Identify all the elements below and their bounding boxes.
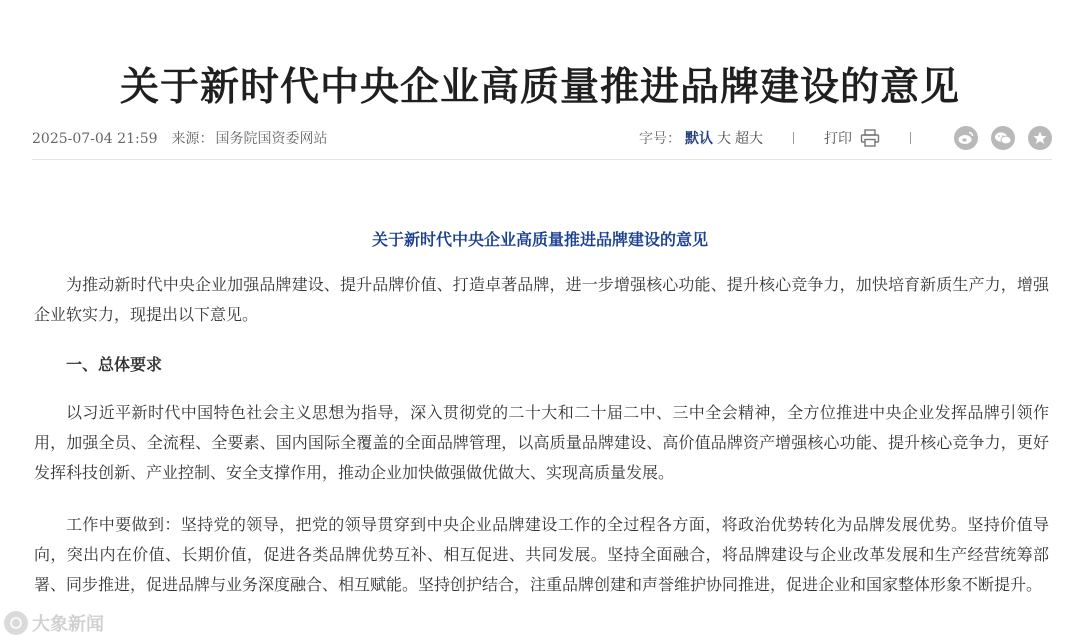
paragraph: 以习近平新时代中国特色社会主义思想为指导，深入贯彻党的二十大和二十届二中、三中全会精神，全方位推进中央企业发挥品牌引领作用，加强全员、全流程、全要素、国内国际全覆盖的全面品牌管理，以高质量品牌建设、高价值品牌资产增强核心功能、提升核心竞争力，更好发挥科技创新、产业控制、安全支撑作用，推动企业加快做强做优做大、实现高质量发展。 xyxy=(34,403,1049,482)
favorite-star-icon[interactable] xyxy=(1028,126,1052,150)
weibo-icon[interactable] xyxy=(954,126,978,150)
article-meta xyxy=(32,128,328,148)
article-toolbar xyxy=(639,123,1052,153)
print-button[interactable] xyxy=(824,128,880,148)
section-heading: 一、总体要求 xyxy=(66,355,163,374)
watermark-text: 大象新闻 xyxy=(32,614,104,635)
star-glyph-icon xyxy=(1032,130,1048,146)
watermark-logo-icon xyxy=(4,611,28,635)
printer-icon xyxy=(860,129,880,147)
print-label: 打印 xyxy=(824,131,852,147)
toolbar-divider xyxy=(910,132,911,144)
source-name: 国务院国资委网站 xyxy=(215,131,328,147)
source-label: 来源： xyxy=(171,131,214,147)
weibo-glyph-icon xyxy=(958,131,974,145)
font-size-large[interactable]: 大 xyxy=(717,131,731,147)
font-size-extra-large[interactable]: 超大 xyxy=(735,131,763,147)
watermark xyxy=(4,610,104,636)
publish-date: 2025-07-04 21:59 xyxy=(32,131,158,147)
wechat-icon[interactable] xyxy=(991,126,1015,150)
toolbar-divider xyxy=(793,132,794,144)
article-subtitle: 关于新时代中央企业高质量推进品牌建设的意见 xyxy=(371,230,708,249)
elephant-logo-icon xyxy=(9,616,23,630)
paragraph: 工作中要做到：坚持党的领导，把党的领导贯穿到中央企业品牌建设工作的全过程各方面，将政治优势转化为品牌发展优势。坚持价值导向，突出内在价值、长期价值，促进各类品牌优势互补、相互促进、共同发展。坚持全面融合，将品牌建设与企业改革发展和生产经营统筹部署、同步推进，促进品牌与业务深度融合、相互赋能。坚持创护结合，注重品牌创建和声誉维护协同推进，促进企业和国家整体形象不断提升。 xyxy=(34,515,1049,594)
wechat-glyph-icon xyxy=(994,131,1012,145)
header-divider xyxy=(32,159,1052,160)
page-title: 关于新时代中央企业高质量推进品牌建设的意见 xyxy=(119,65,960,111)
font-size-default[interactable]: 默认 xyxy=(685,131,713,147)
article-meta-bar xyxy=(32,123,1052,153)
font-size-label: 字号： xyxy=(639,131,681,147)
paragraph-intro: 为推动新时代中央企业加强品牌建设、提升品牌价值、打造卓著品牌，进一步增强核心功能、提升核心竞争力，加快培育新质生产力，增强企业软实力，现提出以下意见。 xyxy=(34,275,1049,324)
